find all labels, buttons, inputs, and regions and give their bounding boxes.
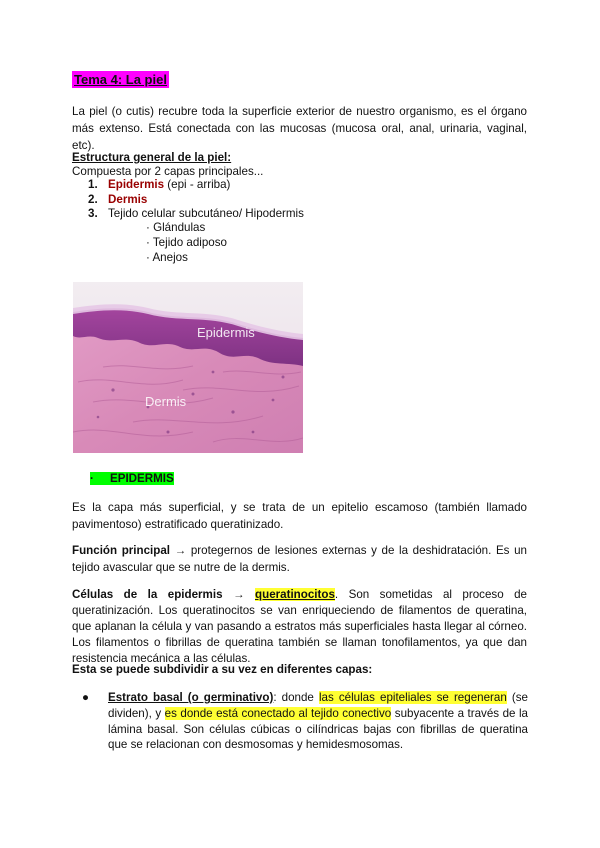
figure-label-epidermis: Epidermis — [197, 325, 255, 340]
figure-label-dermis: Dermis — [145, 394, 187, 409]
histology-image — [73, 282, 303, 453]
bullet-icon: ● — [82, 691, 90, 704]
cells-arrow: → — [222, 588, 256, 601]
function-paragraph — [72, 543, 527, 576]
epidermis-heading-highlight — [90, 472, 174, 485]
layer-name: Estrato basal (o germinativo) — [108, 691, 274, 704]
intro-paragraph: La piel (o cutis) recubre toda la superficie exterior de nuestro organismo, es el órgano más extenso. Está conectada con las mucosas (mucosa oral, anal, urinaria, vaginal, etc). — [72, 105, 527, 152]
list-label-dermis: Dermis — [108, 192, 148, 206]
layers-heading: Esta se puede subdividir a su vez en diferentes capas: — [72, 663, 373, 676]
epidermis-description: Es la capa más superficial, y se trata de un epitelio escamoso (también llamado pavimentoso) estratificado queratinizado. — [72, 501, 527, 531]
cells-paragraph — [72, 587, 527, 667]
list-number: 3. — [88, 207, 98, 221]
highlight-regeneran: las células epiteliales se regeneran — [318, 691, 507, 704]
layer-text-2: (se dividen), y — [108, 691, 528, 720]
structure-subtitle: Compuesta por 2 capas principales... — [72, 165, 264, 178]
structure-list — [88, 178, 304, 222]
list-item — [88, 193, 304, 208]
list-label-hipodermis: Tejido celular subcutáneo/ Hipodermis — [108, 207, 304, 221]
sublist-item: · Tejido adiposo — [146, 236, 227, 250]
function-label: Función principal — [72, 544, 171, 557]
estrato-basal-text — [108, 690, 528, 753]
list-number: 2. — [88, 192, 98, 206]
layer-text-3: subyacente a través de la lámina basal. Son células cúbicas o cilíndricas bajas con fibrillas de queratina que se relacionan con desmosomas y hemidesmosomas. — [108, 706, 529, 752]
sublist-item: · Glándulas — [146, 221, 206, 234]
sublist-item: · Anejos — [146, 251, 188, 265]
structure-heading: Estructura general de la piel: — [72, 151, 232, 164]
heading-bullet: · — [90, 472, 94, 485]
function-text: protegernos de lesiones externas y de la deshidratación. Es un tejido avascular que se nutre de la dermis. — [72, 544, 527, 574]
epidermis-heading — [90, 472, 174, 486]
list-label-epidermis: Epidermis — [108, 178, 165, 191]
list-number: 1. — [88, 178, 98, 191]
list-item — [88, 178, 304, 193]
list-note: (epi - arriba) — [164, 178, 231, 191]
cells-text: . Son sometidas al proceso de queratinización. Los queratinocitos se van enriqueciendo de filamentos de queratina, que aplanan la célula y van pasando a estratos más superficiales hasta llegar al córneo. Los filamentos o fibrillas de queratina también se llaman tonofilamentos, ya que dan resistencia mecánica a las células. — [72, 588, 527, 665]
function-arrow: → — [170, 544, 191, 557]
highlight-conectado: es donde está conectado al tejido conectivo — [164, 706, 392, 720]
hipodermis-sublist — [146, 220, 227, 266]
cells-keyword: queratinocitos — [255, 588, 335, 601]
heading-text: EPIDERMIS — [109, 472, 174, 485]
cells-label: Células de la epidermis — [72, 588, 223, 601]
page-title: Tema 4: La piel — [74, 72, 167, 87]
list-item-estrato-basal — [82, 690, 529, 753]
skin-histology-illustration — [73, 282, 303, 453]
layer-text-1: : donde — [273, 691, 319, 704]
